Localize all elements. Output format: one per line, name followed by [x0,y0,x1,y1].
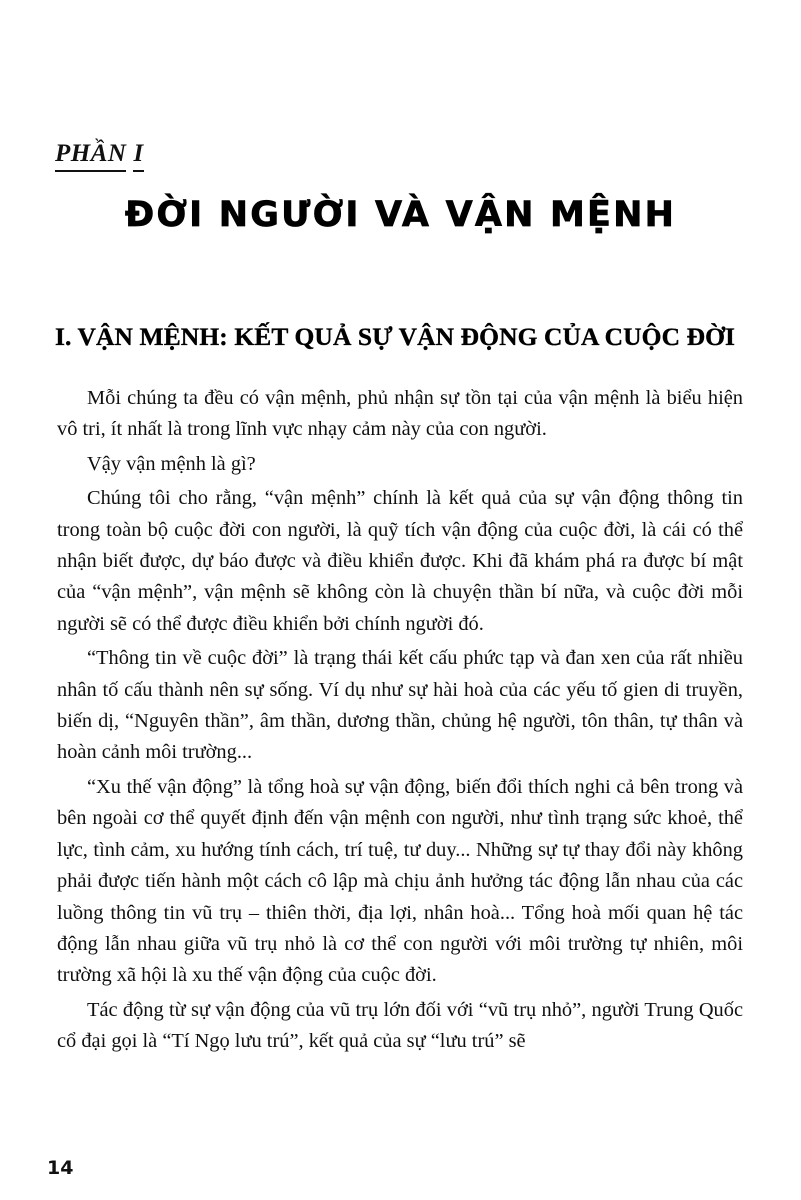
paragraph: Chúng tôi cho rằng, “vận mệnh” chính là kết quả của sự vận động thông tin trong toàn bộ cuộc đời con người, là quỹ tích vận động của cuộc đời, là cái có thể nhận biết được, dự báo được và điều khiển được. Khi đã khám phá ra được bí mật của “vận mệnh”, vận mệnh sẽ không còn là chuyện thần bí nữa, và cuộc đời mỗi người sẽ có thể được điều khiển bởi chính người đó. [57,487,743,635]
part-label-numeral: I [133,140,143,172]
paragraph: “Thông tin về cuộc đời” là trạng thái kết cấu phức tạp và đan xen của rất nhiều nhân tố cấu thành nên sự sống. Ví dụ như sự hài hoà của các yếu tố gien di truyền, biến dị, “Nguyên thần”, âm thần, dương thần, chủng hệ người, tôn thân, tự thân và hoàn cảnh môi trường... [57,647,743,764]
part-title: ĐỜI NGƯỜI VÀ VẬN MỆNH [124,195,677,235]
part-label-word: PHẦN [55,140,126,172]
paragraph: Tác động từ sự vận động của vũ trụ lớn đối với “vũ trụ nhỏ”, người Trung Quốc cổ đại gọi là “Tí Ngọ lưu trú”, kết quả của sự “lưu trú” sẽ [57,998,743,1053]
paragraph: Vậy vận mệnh là gì? [87,452,256,475]
paragraph: Mỗi chúng ta đều có vận mệnh, phủ nhận sự tồn tại của vận mệnh là biểu hiện vô tri, ít nhất là trong lĩnh vực nhạy cảm này của con người. [57,387,743,441]
body-text [57,383,743,1058]
part-label [55,140,144,172]
paragraph: “Xu thế vận động” là tổng hoà sự vận động, biến đổi thích nghi cả bên trong và bên ngoài cơ thể quyết định đến vận mệnh con người, như tình trạng sức khoẻ, thể lực, tình cảm, xu hướng tính cách, trí tuệ, tư duy... Những sự tự thay đổi này không phải được tiến hành một cách cô lập mà chịu ảnh hưởng tác động lẫn nhau của các luồng thông tin vũ trụ – thiên thời, địa lợi, nhân hoà... Tổng hoà mối quan hệ tác động lẫn nhau giữa vũ trụ nhỏ là cơ thể con người với môi trường tự nhiên, môi trường xã hội là xu thế vận động của cuộc đời. [57,775,743,987]
section-heading: I. VẬN MỆNH: KẾT QUẢ SỰ VẬN ĐỘNG CỦA CUỘC ĐỜI [55,322,736,351]
page-number: 14 [47,1157,74,1179]
